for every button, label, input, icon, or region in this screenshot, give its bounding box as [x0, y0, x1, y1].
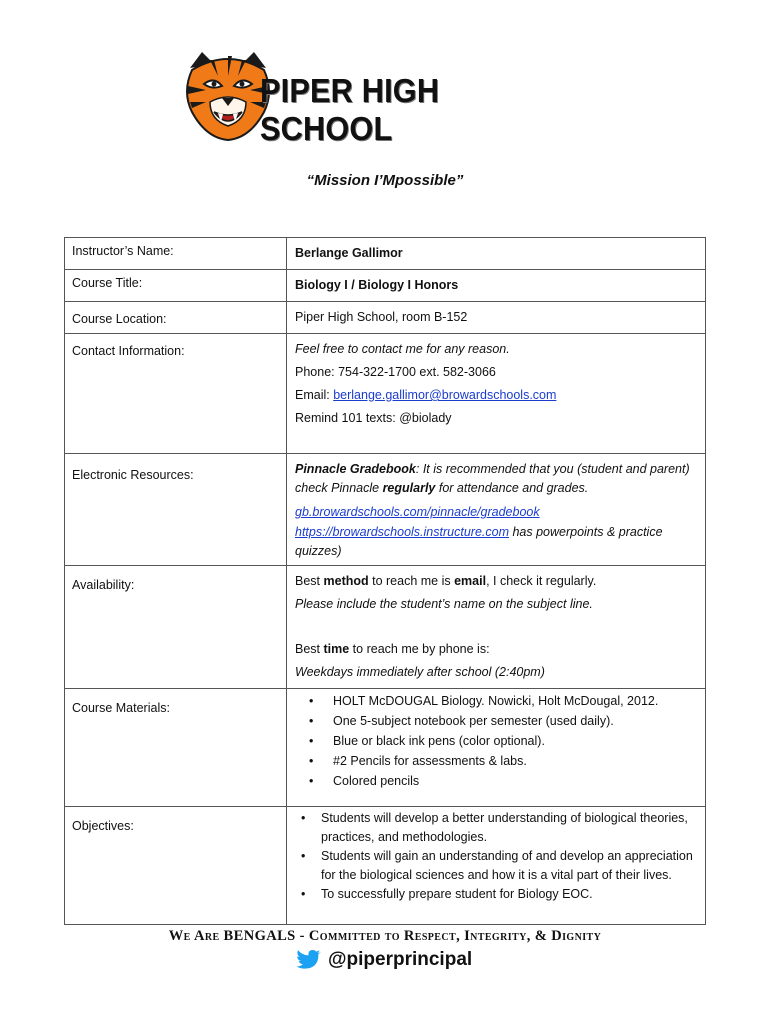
- availability-subject-note: Please include the student’s name on the subject line.: [295, 597, 593, 611]
- course-title-label: Course Title:: [65, 270, 287, 302]
- course-title-value: Biology I / Biology I Honors: [287, 270, 706, 302]
- availability-label: Availability:: [65, 566, 287, 689]
- pinnacle-bold: regularly: [382, 481, 436, 495]
- objectives-label: Objectives:: [65, 807, 287, 925]
- list-item: • Blue or black ink pens (color optional).: [333, 731, 697, 751]
- email-prefix: Email:: [295, 388, 334, 402]
- instructor-label: Instructor’s Name:: [65, 238, 287, 270]
- list-item: • #2 Pencils for assessments & labs.: [333, 751, 697, 771]
- time-bold: time: [323, 642, 350, 656]
- location-value: Piper High School, room B-152: [287, 302, 706, 334]
- availability-hours: Weekdays immediately after school (2:40pm): [295, 665, 545, 679]
- text: Best: [295, 574, 324, 588]
- text: , I check it regularly.: [486, 574, 597, 588]
- contact-label: Contact Information:: [65, 334, 287, 454]
- objectives-list: [295, 809, 697, 904]
- availability-method: [295, 570, 697, 593]
- canvas-line: [295, 523, 697, 561]
- school-header: [180, 46, 600, 146]
- contact-intro: Feel free to contact me for any reason.: [295, 342, 510, 356]
- availability-time: [295, 638, 697, 661]
- canvas-link[interactable]: https://browardschools.instructure.com: [295, 525, 509, 539]
- contact-remind: Remind 101 texts: @biolady: [295, 411, 452, 425]
- materials-value: [287, 689, 706, 807]
- resources-value: [287, 454, 706, 566]
- email-link[interactable]: berlange.gallimor@browardschools.com: [333, 388, 557, 402]
- materials-list: [295, 691, 697, 791]
- objectives-value: [287, 807, 706, 925]
- resources-label: Electronic Resources:: [65, 454, 287, 566]
- table-row: [65, 302, 706, 334]
- footer-slogan: We Are BENGALS - Committed to Respect, Integrity, & Dignity: [168, 928, 602, 944]
- table-row: [65, 566, 706, 689]
- text: to reach me is: [368, 574, 455, 588]
- school-name: PIPER HIGH SCHOOL: [260, 72, 440, 147]
- pinnacle-title: Pinnacle Gradebook: [295, 462, 416, 476]
- text: to reach me by phone is:: [349, 642, 490, 656]
- course-info-table: [64, 237, 706, 925]
- list-item: • To successfully prepare student for Biology EOC.: [321, 885, 697, 904]
- list-item: • One 5-subject notebook per semester (used daily).: [333, 711, 697, 731]
- table-row: [65, 334, 706, 454]
- email-bold: email: [454, 574, 487, 588]
- list-item: • HOLT McDOUGAL Biology. Nowicki, Holt McDougal, 2012.: [333, 691, 697, 711]
- table-row: [65, 689, 706, 807]
- method-bold: method: [323, 574, 369, 588]
- pinnacle-text-end: for attendance and grades.: [435, 481, 589, 495]
- table-row: [65, 270, 706, 302]
- motto: “Mission I’Mpossible”: [306, 172, 464, 189]
- contact-email-line: [295, 384, 697, 407]
- availability-value: [287, 566, 706, 689]
- materials-label: Course Materials:: [65, 689, 287, 807]
- instructor-value: Berlange Gallimor: [287, 238, 706, 270]
- twitter-bird-icon: [296, 949, 322, 971]
- pinnacle-text: : It is recommended that you (student and parent) check Pinnacle: [295, 462, 690, 495]
- pinnacle-note: [295, 460, 697, 498]
- list-item: • Students will develop a better understanding of biological theories, practices, and methodologies.: [321, 809, 697, 847]
- table-row: [65, 454, 706, 566]
- list-item: • Colored pencils: [333, 771, 697, 791]
- contact-value: [287, 334, 706, 454]
- table-row: [65, 807, 706, 925]
- location-label: Course Location:: [65, 302, 287, 334]
- table-row: [65, 238, 706, 270]
- twitter-handle[interactable]: @piperprincipal: [328, 949, 473, 970]
- contact-phone: Phone: 754-322-1700 ext. 582-3066: [295, 365, 496, 379]
- list-item: • Students will gain an understanding of and develop an appreciation for the biological sciences and how it is a vital part of their lives.: [321, 847, 697, 885]
- gradebook-link[interactable]: gb.browardschools.com/pinnacle/gradebook: [295, 505, 540, 519]
- text: Best: [295, 642, 324, 656]
- footer-twitter: [296, 947, 472, 973]
- canvas-text: has powerpoints & practice quizzes): [295, 525, 663, 558]
